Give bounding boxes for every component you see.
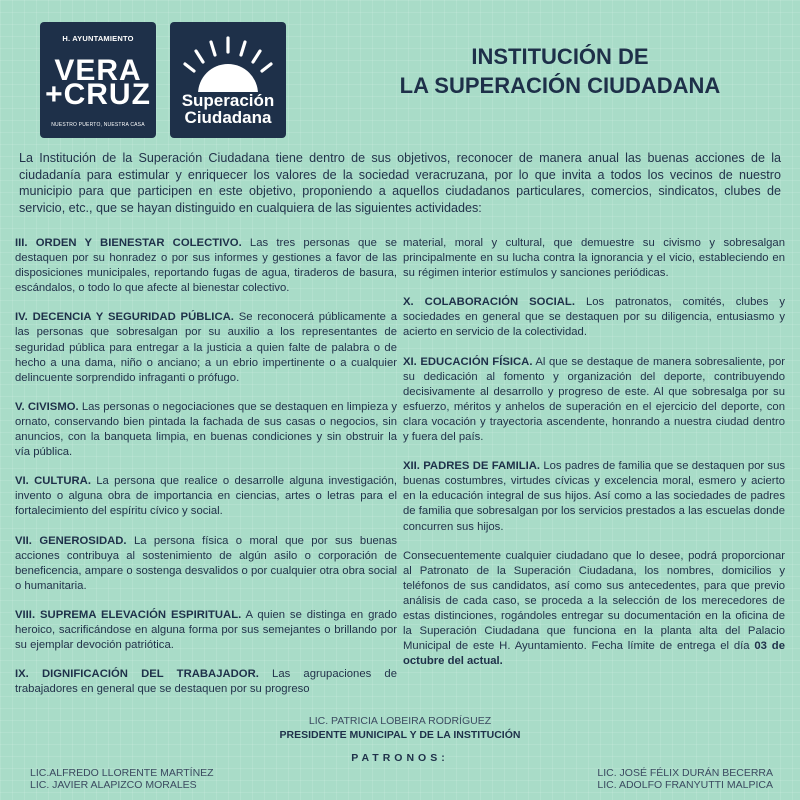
section-vi bbox=[15, 474, 397, 519]
patrono-name: LIC.ALFREDO LLORENTE MARTÍNEZ bbox=[30, 767, 214, 779]
title-line-2: LA SUPERACIÓN CIUDADANA bbox=[399, 73, 721, 98]
closing-paragraph bbox=[403, 549, 785, 670]
section-heading: VI. CULTURA. bbox=[15, 475, 91, 488]
page-title bbox=[330, 42, 790, 100]
logo-ayuntamiento-label: H. AYUNTAMIENTO bbox=[62, 34, 134, 43]
section-text: Las personas o negociaciones que se destaquen en limpieza y ornato, conservando bien pintada la fachada de sus casas o negocios, sin anuncios, con la banqueta limpia, en buenas condiciones y sin obstruir la vía pública. bbox=[15, 400, 397, 459]
section-heading: III. ORDEN Y BIENESTAR COLECTIVO. bbox=[15, 237, 242, 249]
patrono-name: LIC. JOSÉ FÉLIX DURÁN BECERRA bbox=[597, 767, 773, 779]
superacion-ciudadana-logo bbox=[170, 22, 286, 138]
section-iv bbox=[15, 310, 397, 385]
section-heading: VIII. SUPREMA ELEVACIÓN ESPIRITUAL. bbox=[15, 608, 242, 621]
signatory-name: LIC. PATRICIA LOBEIRA RODRÍGUEZ bbox=[308, 715, 492, 727]
logo-superacion-text: Superación bbox=[181, 91, 275, 110]
left-column bbox=[15, 236, 397, 711]
section-v bbox=[15, 400, 397, 460]
section-ix bbox=[15, 667, 397, 697]
sunrise-icon bbox=[178, 34, 278, 96]
right-column bbox=[403, 236, 785, 683]
logo-vera-text: VERA bbox=[54, 54, 142, 87]
signatory-role: PRESIDENTE MUNICIPAL Y DE LA INSTITUCIÓN bbox=[279, 729, 521, 741]
logo-ciudadana-text: Ciudadana bbox=[184, 108, 272, 127]
intro-paragraph: La Institución de la Superación Ciudadana tiene dentro de sus objetivos, reconocer de manera anual las buenas acciones de la ciudadanía para estimular y enriquecer los valores de la sociedad veracruzana, por lo que invita a todos los vecinos de nuestro municipio para que participen en este objetivo, proponiendo a aquellos ciudadanos particulares, comercios, sindicatos, clubes de servicio, etc., que se hayan distinguido en cualquiera de las siguientes actividades: bbox=[19, 151, 781, 215]
closing-text: Consecuentemente cualquier ciudadano que lo desee, podrá proporcionar al Patronato de la Superación Ciudadana, los nombres, domicilios y teléfonos de sus candidatos, así como sus antecedentes, para que previo análisis de cada caso, se proceda a la selección de los merecedores de estas distinciones, rogándoles entregar su documentación en la oficina de la Superación Ciudadana que funciona en la planta alta del Palacio Municipal de este H. Ayuntamiento. Fecha límite de entrega el día bbox=[403, 549, 785, 653]
section-heading: X. COLABORACIÓN SOCIAL. bbox=[403, 296, 575, 309]
section-heading: V. CIVISMO. bbox=[15, 400, 79, 413]
section-heading: IX. DIGNIFICACIÓN DEL TRABAJADOR. bbox=[15, 668, 259, 681]
section-vii bbox=[15, 534, 397, 594]
section-heading: XI. EDUCACIÓN FÍSICA. bbox=[403, 355, 533, 368]
section-heading: IV. DECENCIA Y SEGURIDAD PÚBLICA. bbox=[15, 311, 234, 324]
section-text: La persona que realice o desarrolle alguna investigación, invento o alguna obra de importancia en ciencias, artes o letras para el fortalecimiento del espíritu cívico y social. bbox=[15, 475, 397, 518]
section-viii bbox=[15, 608, 397, 653]
section-text: Las agrupaciones de trabajadores en general que se destaquen por su progreso bbox=[15, 668, 397, 696]
deadline-date: 03 de octubre del actual. bbox=[403, 640, 785, 668]
section-text: La persona física o moral que por sus buenas acciones contribuya al sostenimiento de algún asilo o corporación de beneficencia, ampare o sostenga desvalidos o por cualquier otra obra social o humanitaria. bbox=[15, 534, 397, 592]
section-text: Al que se destaque de manera sobresaliente, por su dedicación al fomento y organización del deporte, contribuyendo decisivamente al desarrollo y progreso de este. Al que sobresalga por su esfuerzo, méritos y anhelos de superación en el ejercicio del deporte, con clara vocación y trayectoria ascendente, honrando a nuestra ciudad dentro y fuera del país. bbox=[403, 355, 785, 444]
section-text: Los patronatos, comités, clubes y sociedades en general que se destaquen por su diligencia, entusiasmo y acierto en servicio de la colectividad. bbox=[403, 296, 785, 339]
logo-tagline: NUESTRO PUERTO, NUESTRA CASA bbox=[51, 122, 145, 128]
section-text: Se reconocerá públicamente a las personas que sobresalgan por su auxilio a los representantes de seguridad pública para entregar a la justicia a quien falte de palabra o de hecho a una dama, niño o anciano; a un ebrio impertinente o a cualquier delincuente sorprendido infraganti o prófugo. bbox=[15, 311, 398, 384]
veracruz-logo bbox=[40, 22, 156, 138]
section-text: Las tres personas que se destaquen por su honradez o por sus informes y gestiones a favor de las disposiciones municipales, reportando fugas de agua, tiraderos de basura, escándalos, o todo lo que afecte al bienestar colectivo. bbox=[15, 237, 397, 295]
patrono-name: LIC. JAVIER ALAPIZCO MORALES bbox=[30, 779, 197, 791]
logo-cruz-text: +CRUZ bbox=[45, 78, 151, 111]
section-heading: XII. PADRES DE FAMILIA. bbox=[403, 460, 541, 473]
section-x bbox=[403, 295, 785, 340]
section-iii bbox=[15, 236, 397, 296]
section-ix-continued: material, moral y cultural, que demuestre su civismo y sobresalgan principalmente en su lucha contra la ignorancia y el vicio, estableciendo en su régimen interior estímulos y sanciones periódicas. bbox=[403, 237, 785, 280]
signature-block bbox=[0, 715, 800, 742]
section-heading: VII. GENEROSIDAD. bbox=[15, 534, 127, 547]
section-xii bbox=[403, 459, 785, 534]
patrono-name: LIC. ADOLFO FRANYUTTI MALPICA bbox=[597, 779, 773, 791]
title-line-1: INSTITUCIÓN DE bbox=[471, 44, 649, 69]
section-text: A quien se distinga en grado heroico, sacrificándose en alguna forma por sus semejantes o brillando por su ejemplar devoción patriótica. bbox=[15, 608, 397, 652]
section-text: Los padres de familia que se destaquen por sus buenas costumbres, virtudes cívicas y excelencia moral, esmero y acierto en la educación integral de sus hijos. Así como a las sociedades de padres de familia que sobresalgan por los servicios prestados a las escuelas donde concurren sus hijos. bbox=[403, 460, 786, 533]
section-xi bbox=[403, 355, 785, 446]
patronos-heading: PATRONOS: bbox=[351, 752, 449, 764]
